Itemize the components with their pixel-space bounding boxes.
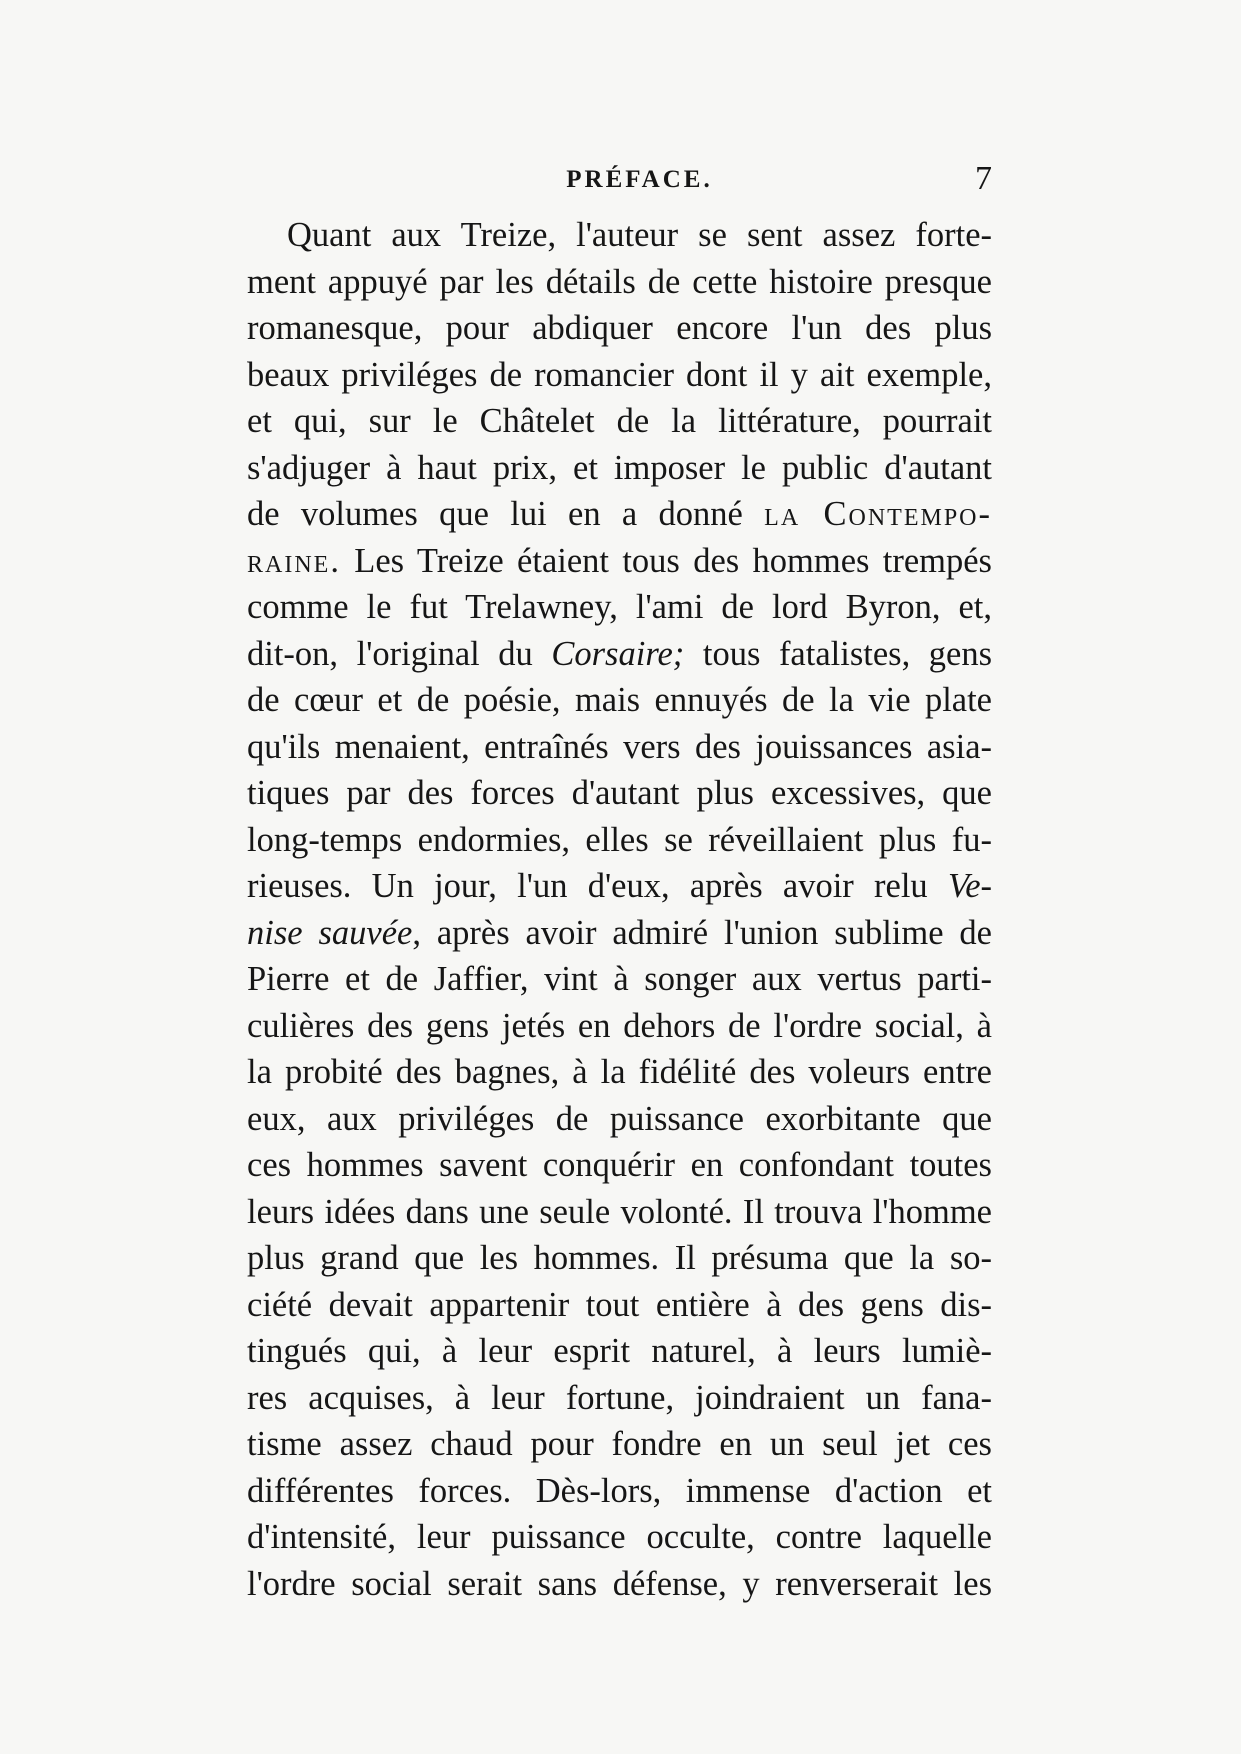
text-line: et qui, sur le Châtelet de la littérature, pourrait (247, 402, 992, 440)
text-line: tisme assez chaud pour fondre en un seul jet ces (247, 1425, 992, 1463)
text-line: ces hommes savent conquérir en confondant toutes (247, 1146, 992, 1184)
text-line (247, 631, 992, 678)
text-line: Quant aux Treize, l'auteur se sent assez forte- (287, 216, 992, 254)
text-line: ment appuyé par les détails de cette histoire presque (247, 262, 992, 301)
text-line: long-temps endormies, elles se réveillaient plus fu- (247, 820, 992, 859)
text-line: eux, aux priviléges de puissance exorbitante que (247, 1099, 992, 1138)
text-line-part: dit-on, l'original du (247, 634, 533, 673)
text-line: la probité des bagnes, à la fidélité des voleurs entre (247, 1053, 992, 1091)
text-line: ciété devait appartenir tout entière à des gens dis- (247, 1285, 992, 1324)
text-line: différentes forces. Dès-lors, immense d'action et (247, 1471, 992, 1510)
text-line-part: , après avoir admiré l'union sublime de (412, 913, 992, 952)
text-line: romanesque, pour abdiquer encore l'un des plus (247, 309, 992, 347)
text-line: res acquises, à leur fortune, joindraient un fana- (247, 1378, 992, 1417)
text-line: Pierre et de Jaffier, vint à songer aux vertus parti- (247, 960, 992, 998)
text-line: tingués qui, à leur esprit naturel, à leurs lumiè- (247, 1332, 992, 1370)
running-title: PRÉFACE. (566, 166, 713, 193)
text-line-part: Les Treize étaient tous des hommes trempés (340, 541, 992, 580)
text-line: l'ordre social serait sans défense, y renverserait les (247, 1564, 992, 1603)
journal-title-smallcaps-end: raine. (247, 541, 341, 580)
italic-title-venise-start: Ve- (947, 867, 992, 905)
text-line: d'intensité, leur puissance occulte, contre laquelle (247, 1518, 992, 1556)
text-line-part: rieuses. Un jour, l'un d'eux, après avoir relu (247, 867, 928, 905)
text-line: leurs idées dans une seule volonté. Il trouva l'homme (247, 1192, 992, 1231)
page-header (247, 160, 992, 212)
text-line: tiques par des forces d'autant plus excessives, que (247, 774, 992, 812)
text-line: de cœur et de poésie, mais ennuyés de la vie plate (247, 681, 992, 719)
text-line: culières des gens jetés en dehors de l'ordre social, à (247, 1006, 992, 1045)
text-line (247, 910, 992, 957)
text-line-part: tous fatalistes, gens (702, 634, 993, 673)
text-line-part: de volumes que lui en a donné (247, 495, 743, 533)
text-line: plus grand que les hommes. Il présuma que la so- (247, 1239, 992, 1277)
text-line (247, 491, 992, 538)
italic-title-corsaire: Corsaire; (551, 634, 685, 673)
body-text (247, 212, 992, 1607)
text-line (247, 538, 992, 585)
journal-title-smallcaps: la Contempo- (764, 495, 992, 533)
page-number: 7 (975, 160, 992, 197)
text-line (247, 863, 992, 910)
italic-title-venise-end: nise sauvée (247, 913, 413, 952)
text-line: s'adjuger à haut prix, et imposer le public d'autant (247, 448, 992, 487)
text-line: comme le fut Trelawney, l'ami de lord Byron, et, (247, 588, 992, 626)
text-line: qu'ils menaient, entraînés vers des jouissances asia- (247, 727, 992, 766)
text-line: beaux priviléges de romancier dont il y ait exemple, (247, 355, 992, 394)
